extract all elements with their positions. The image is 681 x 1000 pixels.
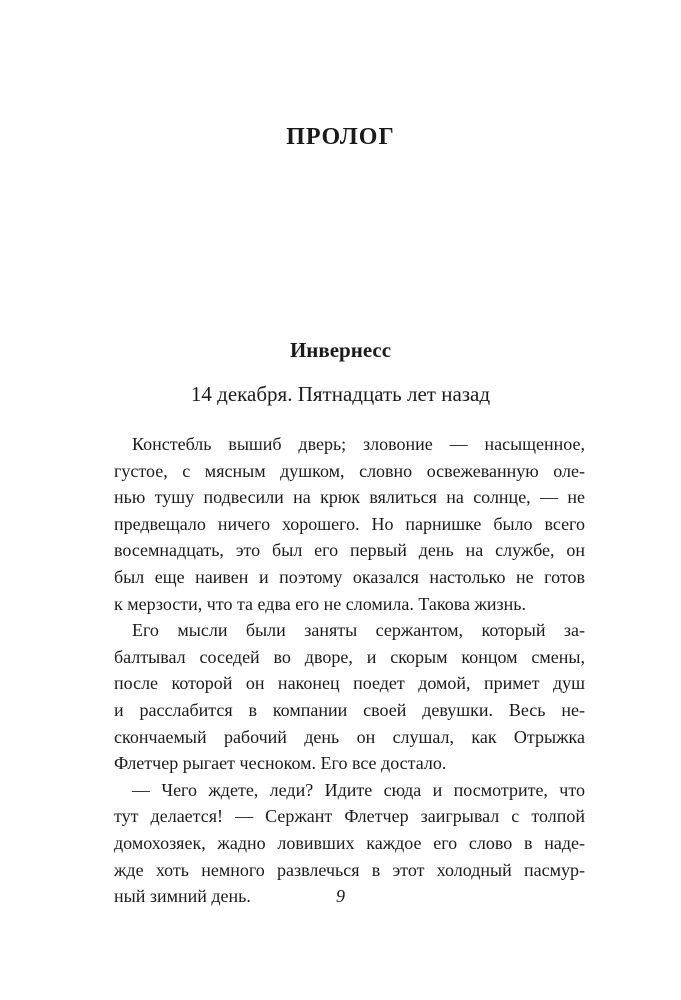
text-line: и расслабится в компании своей девушки. Весь не-	[114, 699, 585, 720]
text-line: скончаемый рабочий день он слушал, как Отрыжка	[114, 726, 585, 747]
text-line: восемнадцать, это был его первый день на службе, он	[114, 540, 585, 561]
section-dateline: 14 декабря. Пятнадцать лет назад	[190, 382, 491, 406]
text-line: Флетчер рыгает чесноком. Его все достало.	[114, 753, 447, 774]
text-line: к мерзости, что та едва его не сломила. Такова жизнь.	[114, 593, 527, 614]
text-line: нью тушу подвесили на крюк вялиться на солнце, — не	[114, 487, 585, 508]
text-line: ный зимний день.	[114, 886, 251, 907]
text-line: тут делается! — Сержант Флетчер заигрывал с толпой	[114, 806, 585, 827]
text-line: домохозяек, жадно ловивших каждое его слово в наде-	[114, 832, 585, 853]
text-line: жде хоть немного развлечься в этот холодный пасмур-	[114, 859, 585, 880]
section-location-heading: Инвернесс	[289, 338, 392, 362]
text-line: балтывал соседей во дворе, и скорым концом смены,	[114, 646, 585, 667]
text-line: густое, с мясным душком, словно освежеванную оле-	[114, 460, 585, 481]
text-line: предвещало ничего хорошего. Но парнишке было всего	[114, 513, 585, 534]
text-line: после которой он наконец поедет домой, примет душ	[114, 673, 585, 694]
text-line: — Чего ждете, леди? Идите сюда и посмотрите, что	[132, 779, 585, 800]
body-text	[114, 431, 585, 910]
text-line: Его мысли были заняты сержантом, который за-	[132, 620, 585, 641]
text-line: был еще наивен и поэтому оказался настолько не готов	[114, 566, 585, 587]
chapter-title: ПРОЛОГ	[286, 124, 395, 150]
text-line: Констебль вышиб дверь; зловоние — насыщенное,	[132, 434, 585, 454]
page-number: 9	[336, 886, 345, 906]
